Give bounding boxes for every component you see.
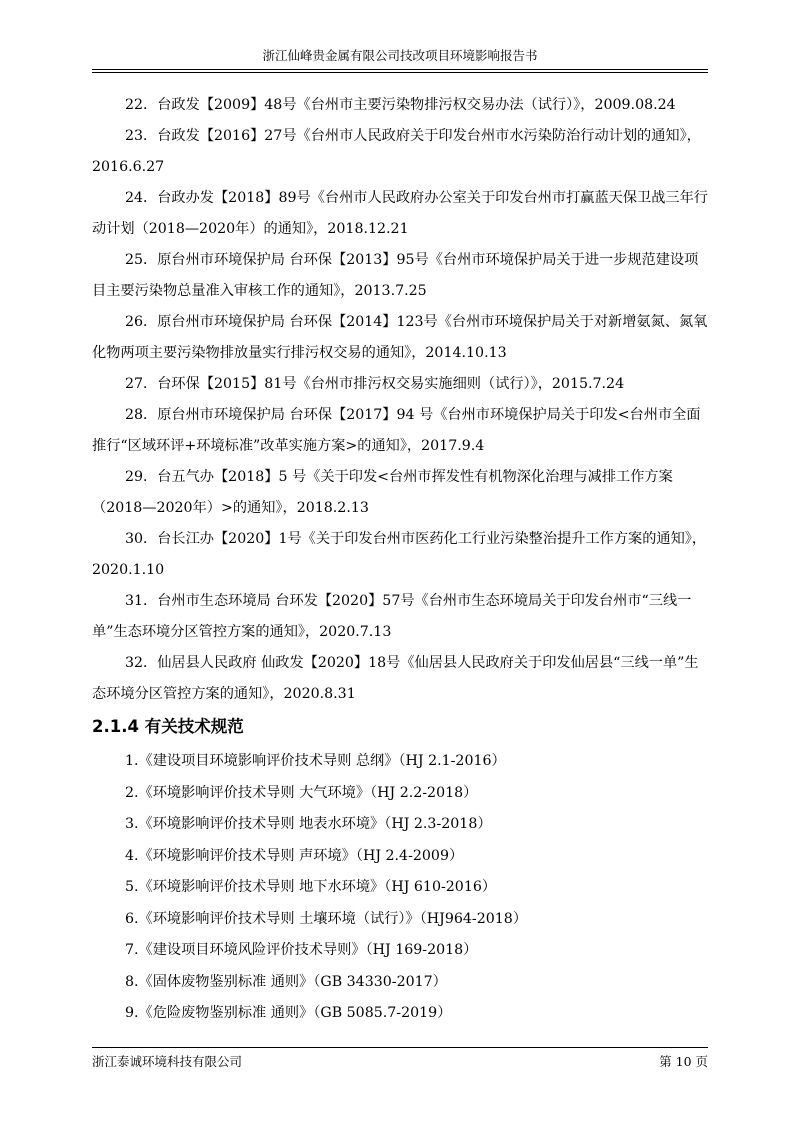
reference-item: 31．台州市生态环境局 台环发【2020】57号《台州市生态环境局关于印发台州市“三线一单”生态环境分区管控方案的通知》，2020.7.13 bbox=[92, 593, 692, 640]
reference-item: 23．台政发【2016】27号《台州市人民政府关于印发台州市水污染防治行动计划的通知》，2016.6.27 bbox=[92, 128, 701, 175]
reference-item: 27．台环保【2015】81号《台州市排污权交易实施细则（试行）》，2015.7.24 bbox=[125, 376, 625, 392]
spec-item: 7.《建设项目环境风险评价技术导则》（HJ 169-2018） bbox=[125, 942, 478, 958]
spec-item: 4.《环境影响评价技术导则 声环境》（HJ 2.4-2009） bbox=[125, 847, 464, 864]
page-footer bbox=[92, 1047, 708, 1070]
section-heading: 2.1.4 有关技术规范 bbox=[92, 717, 244, 736]
reference-item: 22．台政发【2009】48号《台州市主要污染物排污权交易办法（试行）》，2009.08.24 bbox=[125, 97, 676, 113]
spec-item: 1.《建设项目环境影响评价技术导则 总纲》（HJ 2.1-2016） bbox=[125, 753, 506, 769]
reference-item: 29．台五气办【2018】5 号《关于印发<台州市挥发性有机物深化治理与减排工作方案（2018—2020年）>的通知》，2018.2.13 bbox=[92, 469, 673, 516]
spec-item: 6.《环境影响评价技术导则 土壤环境（试行）》（HJ964-2018） bbox=[125, 910, 528, 927]
spec-item: 3.《环境影响评价技术导则 地表水环境》（HJ 2.3-2018） bbox=[125, 816, 492, 832]
header-title: 浙江仙峰贵金属有限公司技改项目环境影响报告书 bbox=[262, 48, 538, 63]
spec-item: 9.《危险废物鉴别标准 通则》（GB 5085.7-2019） bbox=[125, 1005, 452, 1021]
reference-item: 28．原台州市环境保护局 台环保【2017】94 号《台州市环境保护局关于印发<台州市全面推行“区域环评+环境标准”改革实施方案>的通知》，2017.9.4 bbox=[92, 407, 701, 454]
reference-item: 30．台长江办【2020】1号《关于印发台州市医药化工行业污染整治提升工作方案的通知》，2020.1.10 bbox=[92, 531, 707, 578]
reference-item: 24．台政办发【2018】89号《台州市人民政府办公室关于印发台州市打赢蓝天保卫战三年行动计划（2018—2020年）的通知》，2018.12.21 bbox=[92, 190, 708, 237]
spec-item: 8.《固体废物鉴别标准 通则》（GB 34330-2017） bbox=[125, 973, 447, 990]
footer-company: 浙江泰诚环境科技有限公司 bbox=[92, 1054, 243, 1069]
spec-list bbox=[92, 746, 708, 1030]
page-header bbox=[92, 46, 708, 70]
document-body bbox=[92, 90, 708, 1030]
spec-item: 5.《环境影响评价技术导则 地下水环境》（HJ 610-2016） bbox=[125, 879, 497, 895]
reference-item: 32．仙居县人民政府 仙政发【2020】18号《仙居县人民政府关于印发仙居县“三线一单”生态环境分区管控方案的通知》，2020.8.31 bbox=[92, 655, 699, 702]
page-number: 第 10 页 bbox=[659, 1054, 708, 1069]
reference-item: 25．原台州市环境保护局 台环保【2013】95号《台州市环境保护局关于进一步规范建设项目主要污染物总量准入审核工作的通知》，2013.7.25 bbox=[92, 252, 699, 299]
reference-list bbox=[92, 90, 708, 710]
spec-item: 2.《环境影响评价技术导则 大气环境》（HJ 2.2-2018） bbox=[125, 784, 478, 801]
reference-item: 26．原台州市环境保护局 台环保【2014】123号《台州市环境保护局关于对新增氨氮、氮氧化物两项主要污染物排放量实行排污权交易的通知》，2014.10.13 bbox=[92, 314, 708, 361]
